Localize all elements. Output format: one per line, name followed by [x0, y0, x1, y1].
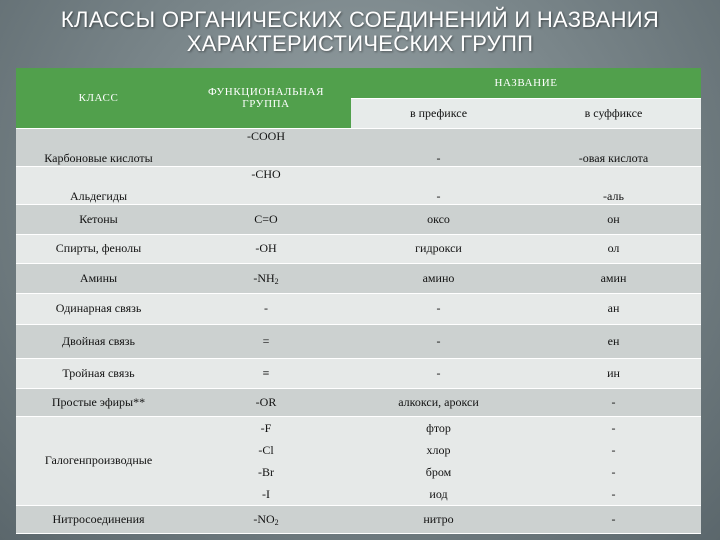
row-groups	[181, 416, 351, 505]
row-class: Амины	[16, 263, 181, 293]
row-suffix: -	[526, 388, 701, 416]
row-group: -CHO	[181, 166, 351, 204]
prefix-item: фтор	[426, 420, 451, 435]
header-functional-group	[181, 68, 351, 128]
row-prefix: -	[351, 324, 526, 358]
row-group	[181, 263, 351, 293]
group-item: -I	[262, 486, 270, 501]
title-line-1: КЛАССЫ ОРГАНИЧЕСКИХ СОЕДИНЕНИЙ И НАЗВАНИЯ	[60, 7, 660, 32]
table-row	[16, 293, 701, 324]
row-prefix: -	[351, 358, 526, 388]
group-item: -Br	[258, 464, 274, 479]
row-prefixes	[351, 416, 526, 505]
header-suffix: в суффиксе	[526, 98, 701, 128]
row-group: ≡	[181, 358, 351, 388]
suffix-item: -	[611, 420, 616, 435]
table-row	[16, 263, 701, 293]
table-row	[16, 416, 701, 505]
group-item: -Cl	[258, 442, 274, 457]
header-class: КЛАСС	[16, 68, 181, 128]
page-title	[0, 8, 720, 56]
row-class: Галогенпроизводные	[16, 416, 181, 505]
header-group-line-2: ГРУППА	[242, 97, 290, 110]
row-prefix: нитро	[351, 505, 526, 533]
suffix-item: -	[611, 464, 616, 479]
row-group: -OR	[181, 388, 351, 416]
row-class: Карбоновые кислоты	[16, 128, 181, 166]
row-suffix: -овая кислота	[526, 128, 701, 166]
prefix-item: хлор	[426, 442, 451, 457]
row-class: Нитросоединения	[16, 505, 181, 533]
row-group: C=O	[181, 204, 351, 234]
row-group	[181, 505, 351, 533]
group-item: -F	[260, 420, 272, 435]
row-suffix: ан	[526, 293, 701, 324]
group-base: -NH	[253, 270, 275, 285]
row-group: -OH	[181, 234, 351, 263]
row-prefix: амино	[351, 263, 526, 293]
row-group: =	[181, 324, 351, 358]
header-name: НАЗВАНИЕ	[351, 68, 701, 98]
row-suffix: ол	[526, 234, 701, 263]
row-prefix: -	[351, 293, 526, 324]
header-prefix: в префиксе	[351, 98, 526, 128]
row-group: -	[181, 293, 351, 324]
row-class: Тройная связь	[16, 358, 181, 388]
table-row	[16, 505, 701, 533]
row-prefix: -	[351, 166, 526, 204]
header-group-line-1: ФУНКЦИОНАЛЬНАЯ	[207, 85, 325, 98]
prefix-item: бром	[425, 464, 452, 479]
row-suffix: ен	[526, 324, 701, 358]
row-suffixes	[526, 416, 701, 505]
suffix-item: -	[611, 486, 616, 501]
row-group: -COOH	[181, 128, 351, 166]
group-subscript: 2	[274, 517, 279, 527]
row-prefix: -	[351, 128, 526, 166]
row-prefix: гидрокси	[351, 234, 526, 263]
suffix-item: -	[611, 442, 616, 457]
group-base: -NO	[253, 511, 275, 526]
row-suffix: амин	[526, 263, 701, 293]
table-row	[16, 204, 701, 234]
row-suffix: -аль	[526, 166, 701, 204]
row-prefix: оксо	[351, 204, 526, 234]
table-row	[16, 358, 701, 388]
row-class: Альдегиды	[16, 166, 181, 204]
row-suffix: ин	[526, 358, 701, 388]
table-row	[16, 166, 701, 204]
row-class: Двойная связь	[16, 324, 181, 358]
table-row	[16, 324, 701, 358]
row-class: Простые эфиры**	[16, 388, 181, 416]
prefix-item: иод	[429, 486, 448, 501]
row-prefix: алкокси, арокси	[351, 388, 526, 416]
table-row	[16, 234, 701, 263]
table-row	[16, 128, 701, 166]
table-row	[16, 388, 701, 416]
classes-table	[16, 68, 701, 534]
title-line-2: ХАРАКТЕРИСТИЧЕСКИХ ГРУПП	[186, 31, 534, 56]
row-class: Кетоны	[16, 204, 181, 234]
row-suffix: -	[526, 505, 701, 533]
row-class: Одинарная связь	[16, 293, 181, 324]
group-subscript: 2	[274, 276, 279, 286]
row-suffix: он	[526, 204, 701, 234]
row-class: Спирты, фенолы	[16, 234, 181, 263]
